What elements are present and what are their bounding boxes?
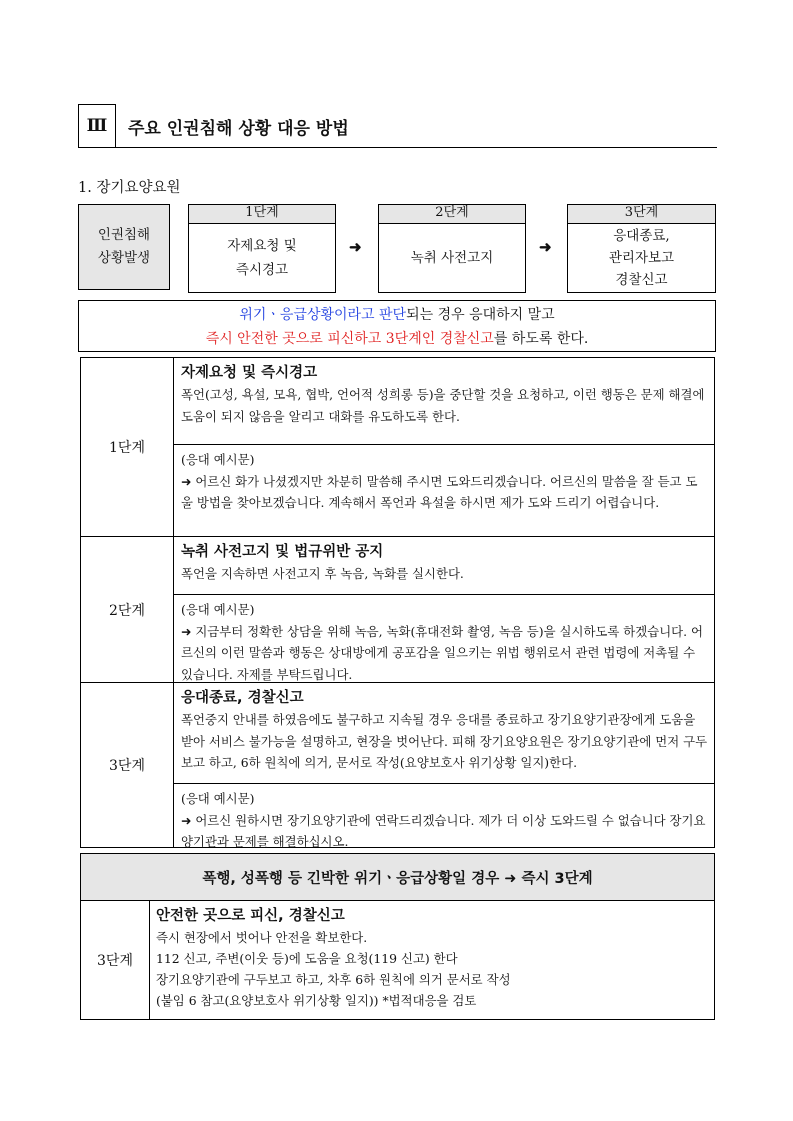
step-example xyxy=(174,783,714,857)
step-heading: 자제요청 및 즉시경고 xyxy=(181,365,318,381)
arrow-right-icon: ➜ xyxy=(349,238,362,256)
example-title: (응대 예시문) xyxy=(181,602,255,617)
step-row-3 xyxy=(81,683,714,847)
warning-text: 되는 경우 응대하지 말고 xyxy=(406,307,555,323)
emergency-row xyxy=(81,901,714,1019)
arrow-right-icon: ➜ xyxy=(539,238,552,256)
stage-line: 관리자보고 xyxy=(608,249,675,266)
trigger-line: 상황발생 xyxy=(97,250,151,266)
step-row-1 xyxy=(81,358,714,537)
step-label: 1단계 xyxy=(81,358,174,536)
emergency-label: 3단계 xyxy=(81,901,150,1019)
warning-highlight-red: 즉시 안전한 곳으로 피신하고 3단계인 경찰신고 xyxy=(205,331,494,347)
section-title: 주요 인권침해 상황 대응 방법 xyxy=(128,119,349,139)
warning-box xyxy=(78,300,716,352)
step-row-2 xyxy=(81,537,714,683)
flow-stage-3 xyxy=(567,204,716,293)
step-content xyxy=(174,358,714,536)
warning-line-1 xyxy=(79,303,715,327)
stage-header: 2단계 xyxy=(378,204,526,224)
step-description xyxy=(174,537,714,594)
step-body: 폭언중지 안내를 하였음에도 불구하고 지속될 경우 응대를 종료하고 장기요양기관장에게 도움을 받아 서비스 불가능을 설명하고, 현장을 벗어난다. 피해 장기요양요원은 장기요양기관에 먼저 구두보고 하고, 6하 원칙에 의거, 문서로 작성(요양보호사 위기상황 일지)한다. xyxy=(181,712,708,770)
step-body: 폭언을 지속하면 사전고지 후 녹음, 녹화를 실시한다. xyxy=(181,566,464,581)
stage-line: 즉시경고 xyxy=(235,262,289,278)
step-example xyxy=(174,594,714,689)
example-text: ➜ 지금부터 정확한 상담을 위해 녹음, 녹화(휴대전화 촬영, 녹음 등)을 실시하도록 하겠습니다. 어르신의 이런 말씀과 행동은 상대방에게 공포감을 일으키는 위법 행위로서 관련 법령에 저촉될 수 있습니다. 자제를 부탁드립니다. xyxy=(181,623,703,682)
stage-header: 1단계 xyxy=(188,204,336,224)
subsection-title: 1. 장기요양요원 xyxy=(78,180,181,196)
stage-header: 3단계 xyxy=(567,204,716,224)
warning-highlight-blue: 위기ㆍ응급상황이라고 판단 xyxy=(239,307,407,323)
emergency-header: 폭행, 성폭행 등 긴박한 위기ㆍ응급상황일 경우 ➜ 즉시 3단계 xyxy=(81,854,714,901)
section-number: Ⅲ xyxy=(86,116,108,136)
step-description xyxy=(174,683,714,783)
step-body: 폭언(고성, 욕설, 모욕, 협박, 언어적 성희롱 등)을 중단할 것을 요청하고, 이런 행동은 문제 해결에 도움이 되지 않음을 알리고 대화를 유도하도록 한다. xyxy=(181,387,705,424)
stage-line: 응대종료, xyxy=(613,227,670,244)
stage-body xyxy=(567,224,716,293)
example-title: (응대 예시문) xyxy=(181,452,255,467)
section-underline xyxy=(78,147,717,148)
step-example xyxy=(174,444,714,518)
example-text: ➜ 어르신 원하시면 장기요양기관에 연락드리겠습니다. 제가 더 이상 도와드릴 수 없습니다 장기요양기관과 문제를 해결하십시오. xyxy=(181,812,706,849)
stage-line: 자제요청 및 xyxy=(227,237,297,254)
step-heading: 녹취 사전고지 및 법규위반 공지 xyxy=(181,544,384,560)
emergency-line: 즉시 현장에서 벗어나 안전을 확보한다. xyxy=(156,930,368,945)
section-number-box xyxy=(78,104,116,148)
flow-stage-2 xyxy=(378,204,526,293)
emergency-line: 장기요양기관에 구두보고 하고, 차후 6하 원칙에 의거 문서로 작성 xyxy=(156,972,511,987)
trigger-line: 인권침해 xyxy=(97,227,151,244)
stage-body xyxy=(378,224,526,293)
example-title: (응대 예시문) xyxy=(181,791,255,806)
warning-text: 를 하도록 한다. xyxy=(493,331,589,347)
stage-line: 녹취 사전고지 xyxy=(410,249,494,266)
flow-stage-1 xyxy=(188,204,336,293)
emergency-content xyxy=(150,901,714,1019)
step-heading: 응대종료, 경찰신고 xyxy=(181,690,304,706)
trigger-box xyxy=(78,204,170,290)
step-content xyxy=(174,683,714,847)
emergency-heading: 안전한 곳으로 피신, 경찰신고 xyxy=(156,908,345,924)
step-content xyxy=(174,537,714,682)
step-label: 3단계 xyxy=(81,683,174,847)
stage-body xyxy=(188,224,336,293)
step-description xyxy=(174,358,714,444)
step-label: 2단계 xyxy=(81,537,174,682)
emergency-table xyxy=(80,853,715,1020)
warning-line-2 xyxy=(79,327,715,351)
emergency-line: (붙임 6 참고(요양보호사 위기상황 일지)) *법적대응을 검토 xyxy=(156,993,477,1008)
emergency-line: 112 신고, 주변(이웃 등)에 도움을 요청(119 신고) 한다 xyxy=(156,951,458,966)
stage-line: 경찰신고 xyxy=(615,272,668,289)
steps-table xyxy=(80,357,715,848)
example-text: ➜ 어르신 화가 나셨겠지만 차분히 말씀해 주시면 도와드리겠습니다. 어르신의 말씀을 잘 듣고 도울 방법을 찾아보겠습니다. 계속해서 폭언과 욕설을 하시면 제가 도와 드리기 어렵습니다. xyxy=(181,473,698,510)
